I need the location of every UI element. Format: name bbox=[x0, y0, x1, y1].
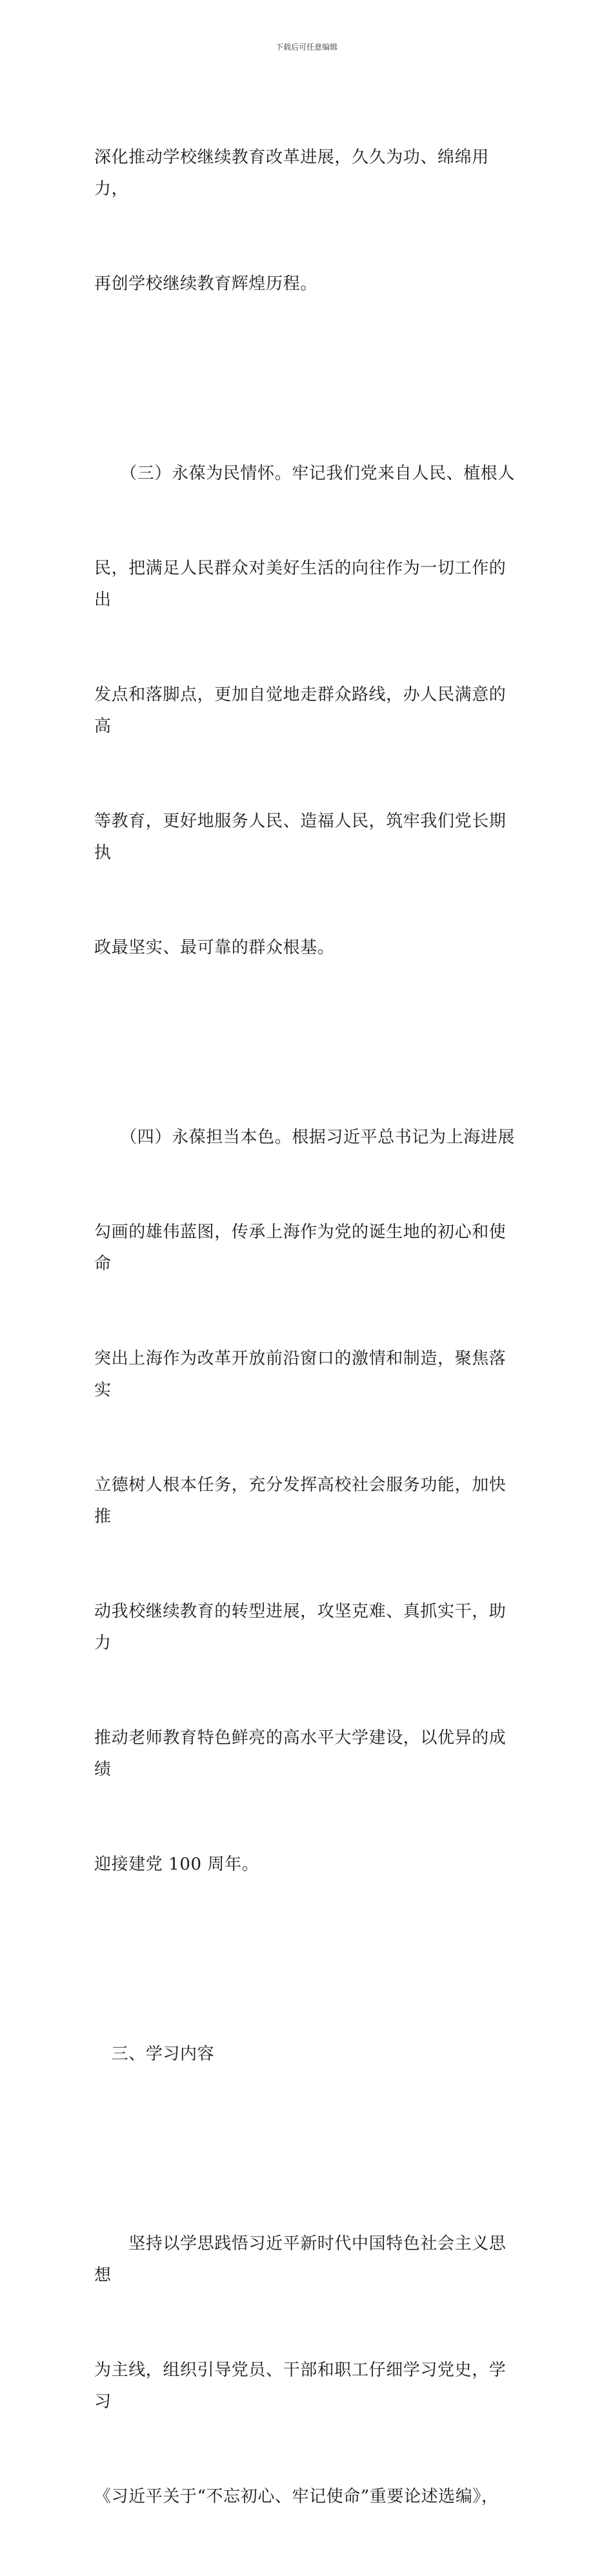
paragraph-responsibility bbox=[94, 1059, 521, 1944]
paragraph-spacer bbox=[94, 1027, 521, 1059]
text-line: 民，把满足人民群众对美好生活的向往作为一切工作的出 bbox=[94, 559, 507, 610]
text-line: 三、学习内容 bbox=[94, 2044, 215, 2064]
text-line: 勾画的雄伟蓝图，传承上海作为党的诞生地的初心和使命 bbox=[94, 1223, 507, 1273]
text-line: 政最坚实、最可靠的群众根基。 bbox=[94, 938, 335, 957]
paragraph-learning-content bbox=[94, 2165, 521, 2576]
text-line: 《习近平关于“不忘初心、牢记使命”重要论述选编》， bbox=[94, 2487, 499, 2506]
paragraph-continuation bbox=[94, 79, 521, 363]
paragraph-spacer bbox=[94, 363, 521, 395]
document-body bbox=[94, 79, 521, 2576]
text-line: （四）永葆担当本色。根据习近平总书记为上海进展 bbox=[94, 1128, 516, 1147]
text-line: 动我校继续教育的转型进展，攻坚克难、真抓实干，助力 bbox=[94, 1602, 507, 1653]
text-line: 为主线，组织引导党员、干部和职工仔细学习党史，学习 bbox=[94, 2361, 507, 2411]
text-line: 立德树人根本任务，充分发挥高校社会服务功能，加快推 bbox=[94, 1475, 507, 1526]
text-line: （三）永葆为民情怀。牢记我们党来自人民、植根人 bbox=[94, 464, 516, 483]
paragraph-people-sentiment bbox=[94, 395, 521, 1027]
text-line: 突出上海作为改革开放前沿窗口的激情和制造，聚焦落实 bbox=[94, 1349, 507, 1400]
text-line: 等教育，更好地服务人民、造福人民，筑牢我们党长期执 bbox=[94, 812, 507, 863]
paragraph-spacer bbox=[94, 1944, 521, 1975]
paragraph-spacer bbox=[94, 2133, 521, 2165]
text-line: 发点和落脚点，更加自觉地走群众路线，办人民满意的高 bbox=[94, 685, 507, 736]
page-header: 下载后可任意编辑 bbox=[275, 43, 337, 52]
text-line: 推动老师教育特色鲜亮的高水平大学建设，以优异的成绩 bbox=[94, 1728, 507, 1779]
text-line: 坚持以学思践悟习近平新时代中国特色社会主义思想 bbox=[94, 2234, 507, 2285]
text-line: 迎接建党 100 周年。 bbox=[94, 1855, 259, 1874]
text-line: 深化推动学校继续教育改革进展，久久为功、绵绵用力， bbox=[94, 148, 489, 199]
section-heading bbox=[94, 1975, 521, 2133]
text-line: 再创学校继续教育辉煌历程。 bbox=[94, 274, 317, 294]
